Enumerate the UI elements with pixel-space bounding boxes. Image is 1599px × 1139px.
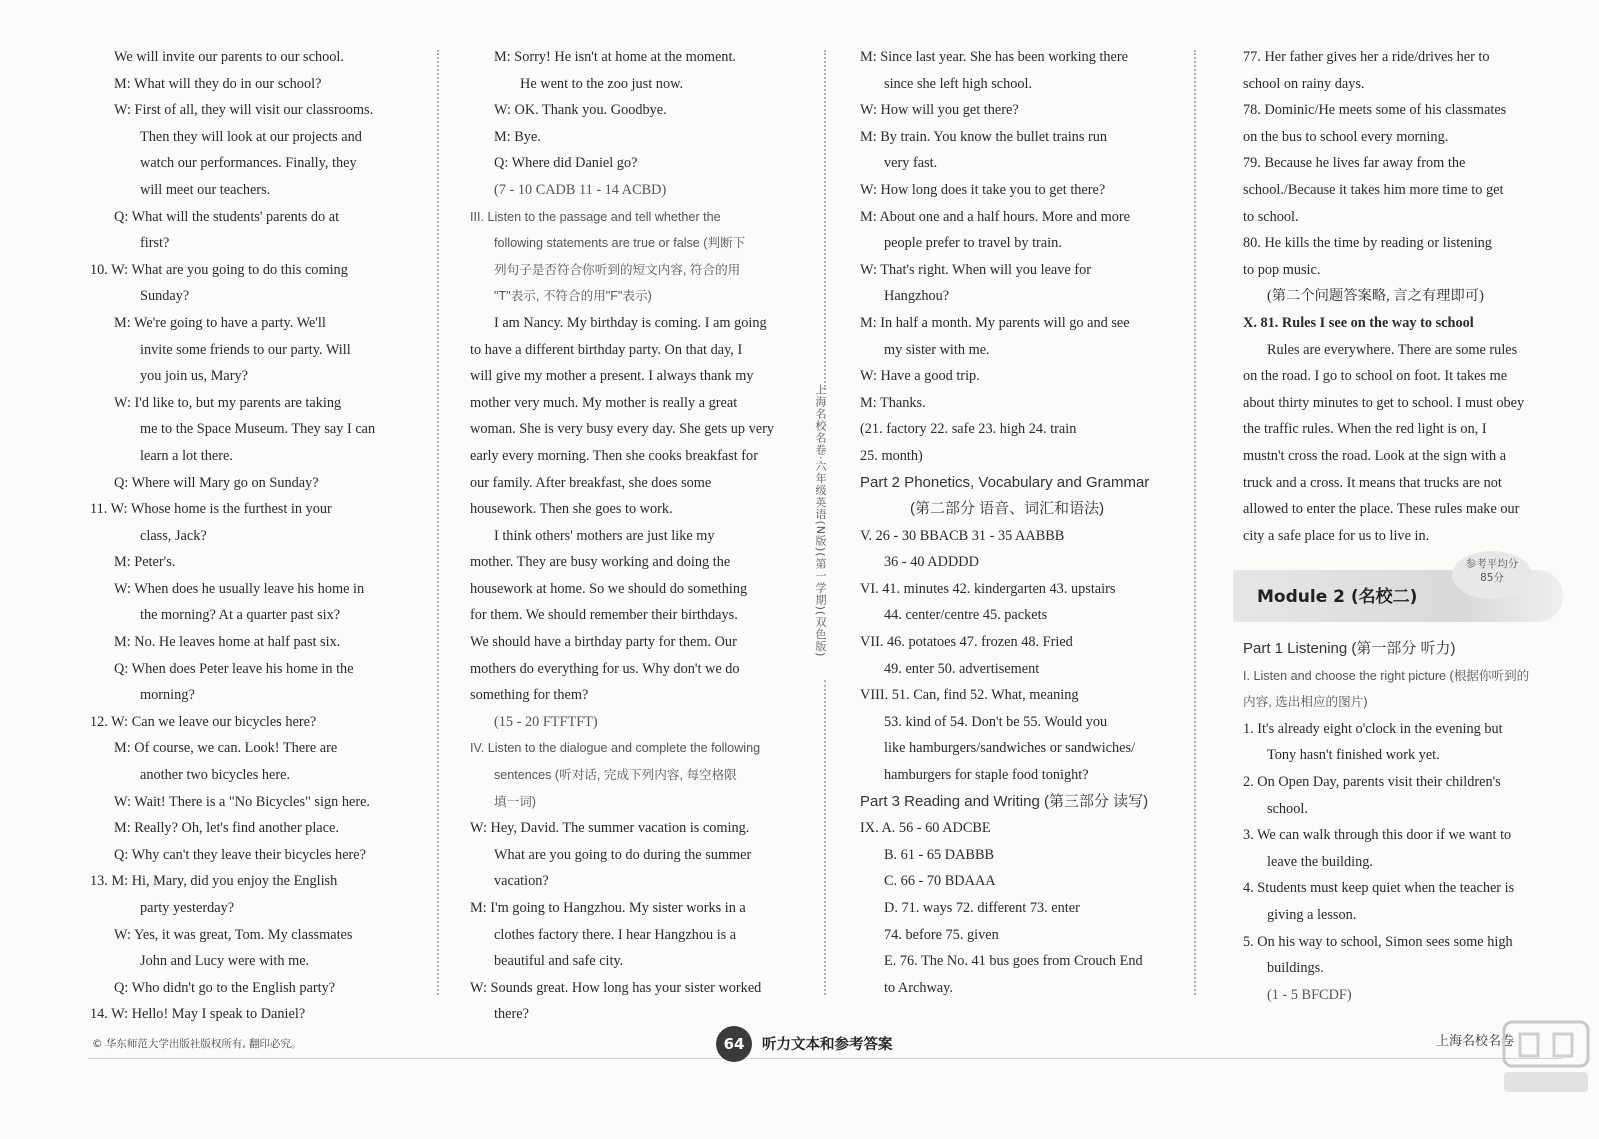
text-line: We will invite our parents to our school. xyxy=(114,49,344,65)
text-line: John and Lucy were with me. xyxy=(140,953,310,970)
text-line: like hamburgers/sandwiches or sandwiches/ xyxy=(884,740,1136,757)
text-line: mothers do everything for us. Why don't we do xyxy=(470,660,740,677)
text-line: M: We're going to have a party. We'll xyxy=(114,314,326,331)
text-line: M: In half a month. My parents will go and see xyxy=(860,314,1130,331)
text-line: 5. On his way to school, Simon sees some high xyxy=(1243,933,1513,950)
text-line: (15 - 20 FTFTFT) xyxy=(494,713,598,730)
text-line: Q: Where did Daniel go? xyxy=(494,155,638,172)
text-line: about thirty minutes to get to school. I must obey xyxy=(1243,394,1525,411)
text-line: I. Listen and choose the right picture (根据你听到的 xyxy=(1243,668,1530,683)
text-line: early every morning. Then she cooks breakfast for xyxy=(470,447,758,464)
text-line: M: About one and a half hours. More and more xyxy=(860,208,1130,225)
text-line: school. xyxy=(1267,800,1308,817)
column-divider xyxy=(1194,50,1196,995)
text-line: 49. enter 50. advertisement xyxy=(884,660,1040,677)
text-line: vacation? xyxy=(494,873,549,890)
text-line: giving a lesson. xyxy=(1267,906,1357,923)
page-number: 64 xyxy=(716,1026,752,1062)
text-line: 79. Because he lives far away from the xyxy=(1243,155,1466,172)
text-line: I am Nancy. My birthday is coming. I am going xyxy=(494,314,767,331)
text-line: M: Thanks. xyxy=(860,394,926,411)
text-line: W: OK. Thank you. Goodbye. xyxy=(494,102,667,119)
column-4-bottom xyxy=(1243,636,1561,1008)
text-line: to pop music. xyxy=(1243,261,1321,278)
score-badge xyxy=(1452,551,1532,599)
text-line: (1 - 5 BFCDF) xyxy=(1267,986,1352,1003)
text-line: C. 66 - 70 BDAAA xyxy=(884,873,996,890)
copyright-notice: © 华东师范大学出版社版权所有, 翻印必究。 xyxy=(92,1038,302,1050)
page-section-title: 听力文本和参考答案 xyxy=(762,1037,893,1053)
text-line: W: Yes, it was great, Tom. My classmates xyxy=(114,926,353,943)
text-line: B. 61 - 65 DABBB xyxy=(884,846,995,863)
text-line: Tony hasn't finished work yet. xyxy=(1267,747,1440,764)
text-line: VII. 46. potatoes 47. frozen 48. Fried xyxy=(860,634,1073,651)
text-line: learn a lot there. xyxy=(140,447,233,464)
text-line: M: By train. You know the bullet trains run xyxy=(860,128,1108,145)
text-line: M: Bye. xyxy=(494,128,541,145)
text-line: Q: Where will Mary go on Sunday? xyxy=(114,474,319,491)
text-line: W: Have a good trip. xyxy=(860,368,980,385)
column-3 xyxy=(860,44,1178,1001)
book-series-name: 上海名校名卷 xyxy=(1436,1034,1515,1049)
text-line: 列句子是否符合你听到的短文内容, 符合的用 xyxy=(494,262,741,277)
text-line: hamburgers for staple food tonight? xyxy=(884,767,1089,784)
text-line: truck and a cross. It means that trucks are not xyxy=(1243,474,1502,491)
text-line: M: No. He leaves home at half past six. xyxy=(114,634,341,651)
text-line: housework. Then she goes to work. xyxy=(470,501,673,518)
text-line: 36 - 40 ADDDD xyxy=(884,554,979,571)
text-line: Sunday? xyxy=(140,288,190,305)
text-line: X. 81. Rules I see on the way to school xyxy=(1243,314,1474,331)
text-line: W: Sounds great. How long has your sister worked xyxy=(470,979,762,996)
text-line: leave the building. xyxy=(1267,853,1374,870)
text-line: VIII. 51. Can, find 52. What, meaning xyxy=(860,687,1079,704)
text-line: Rules are everywhere. There are some rules xyxy=(1267,341,1518,358)
text-line: W: Wait! There is a "No Bicycles" sign here. xyxy=(114,793,371,810)
text-line: beautiful and safe city. xyxy=(494,953,624,970)
text-line: 44. center/centre 45. packets xyxy=(884,607,1048,624)
text-line: to school. xyxy=(1243,208,1299,225)
text-line: W: Hey, David. The summer vacation is coming. xyxy=(470,820,750,837)
text-line: 53. kind of 54. Don't be 55. Would you xyxy=(884,713,1108,730)
text-line: housework at home. So we should do something xyxy=(470,580,748,597)
score-label: 参考平均分 xyxy=(1465,558,1519,570)
text-line: there? xyxy=(494,1006,529,1023)
text-line: allowed to enter the place. These rules make our xyxy=(1243,501,1520,518)
text-line: He went to the zoo just now. xyxy=(520,75,684,92)
text-line: invite some friends to our party. Will xyxy=(140,341,351,358)
text-line: VI. 41. minutes 42. kindergarten 43. upstairs xyxy=(860,580,1116,597)
text-line: What are you going to do during the summer xyxy=(494,846,752,863)
text-line: first? xyxy=(140,235,170,252)
column-divider xyxy=(437,50,439,995)
text-line: party yesterday? xyxy=(140,900,235,916)
text-line: (第二部分 语音、词汇和语法) xyxy=(910,500,1105,518)
text-line: 78. Dominic/He meets some of his classmates xyxy=(1243,102,1507,119)
text-line: IX. A. 56 - 60 ADCBE xyxy=(860,820,991,837)
column-2 xyxy=(470,44,788,1028)
side-running-title: 上海名校名卷·六年级英语(N版)(第一学期)(双色版) xyxy=(814,384,827,658)
text-line: on the bus to school every morning. xyxy=(1243,128,1449,145)
text-line: following statements are true or false (判断下 xyxy=(494,236,746,251)
text-line: Q: What will the students' parents do at xyxy=(114,208,340,225)
text-line: E. 76. The No. 41 bus goes from Crouch End xyxy=(884,953,1143,970)
text-line: 3. We can walk through this door if we want to xyxy=(1243,827,1512,844)
text-line: watch our performances. Finally, they xyxy=(140,155,357,172)
text-line: the traffic rules. When the red light is on, I xyxy=(1243,421,1487,438)
text-line: my sister with me. xyxy=(884,341,990,358)
text-line: (7 - 10 CADB 11 - 14 ACBD) xyxy=(494,181,667,198)
text-line: Part 3 Reading and Writing (第三部分 读写) xyxy=(860,792,1149,810)
text-line: (21. factory 22. safe 23. high 24. train xyxy=(860,421,1077,438)
text-line: for them. We should remember their birthdays. xyxy=(470,607,738,624)
text-line: "T"表示, 不符合的用"F"表示) xyxy=(494,289,652,304)
text-line: 12. W: Can we leave our bicycles here? xyxy=(90,713,317,730)
text-line: very fast. xyxy=(884,155,938,172)
text-line: will give my mother a present. I always thank my xyxy=(470,368,754,385)
text-line: me to the Space Museum. They say I can xyxy=(140,421,376,438)
text-line: school on rainy days. xyxy=(1243,75,1365,92)
watermark-logo-icon xyxy=(1498,1018,1594,1098)
text-line: M: Really? Oh, let's find another place. xyxy=(114,820,339,837)
text-line: Hangzhou? xyxy=(884,288,950,305)
text-line: 填一词) xyxy=(494,794,536,809)
text-line: W: When does he usually leave his home in xyxy=(114,580,365,597)
text-line: M: Peter's. xyxy=(114,554,176,571)
text-line: W: How long does it take you to get there? xyxy=(860,181,1106,198)
text-line: clothes factory there. I hear Hangzhou is a xyxy=(494,926,737,943)
text-line: on the road. I go to school on foot. It takes me xyxy=(1243,368,1508,385)
text-line: Part 1 Listening (第一部分 听力) xyxy=(1243,640,1456,657)
text-line: 11. W: Whose home is the furthest in your xyxy=(90,501,332,518)
column-1 xyxy=(90,44,408,1028)
text-line: 内容, 选出相应的图片) xyxy=(1243,695,1368,710)
text-line: Q: Why can't they leave their bicycles here? xyxy=(114,846,366,863)
text-line: people prefer to travel by train. xyxy=(884,235,1062,252)
text-line: 74. before 75. given xyxy=(884,926,999,943)
text-line: 4. Students must keep quiet when the teacher is xyxy=(1243,880,1515,897)
column-divider xyxy=(824,680,826,995)
text-line: city a safe place for us to live in. xyxy=(1243,527,1430,544)
text-line: 10. W: What are you going to do this coming xyxy=(90,261,348,278)
text-line: M: Of course, we can. Look! There are xyxy=(114,740,338,757)
text-line: W: That's right. When will you leave for xyxy=(860,261,1092,278)
text-line: another two bicycles here. xyxy=(140,767,291,784)
text-line: M: Sorry! He isn't at home at the moment. xyxy=(494,49,737,65)
text-line: mother very much. My mother is really a great xyxy=(470,394,738,411)
text-line: M: Since last year. She has been working there xyxy=(860,49,1128,65)
text-line: M: What will they do in our school? xyxy=(114,75,322,92)
text-line: Then they will look at our projects and xyxy=(140,128,362,145)
text-line: IV. Listen to the dialogue and complete the following xyxy=(470,741,761,756)
text-line: 14. W: Hello! May I speak to Daniel? xyxy=(90,1006,306,1023)
footer-rule xyxy=(88,1058,1563,1059)
text-line: the morning? At a quarter past six? xyxy=(140,607,341,624)
text-line: III. Listen to the passage and tell whether the xyxy=(470,209,721,224)
text-line: Q: Who didn't go to the English party? xyxy=(114,979,336,996)
text-line: 80. He kills the time by reading or listening xyxy=(1243,235,1492,252)
text-line: 25. month) xyxy=(860,447,923,464)
text-line: mustn't cross the road. Look at the sign with a xyxy=(1243,447,1507,464)
text-line: W: First of all, they will visit our classrooms. xyxy=(114,102,374,119)
column-4-top xyxy=(1243,44,1561,549)
text-line: Q: When does Peter leave his home in the xyxy=(114,660,354,677)
module-title: Module 2 (名校二) xyxy=(1257,587,1418,607)
text-line: 13. M: Hi, Mary, did you enjoy the English xyxy=(90,873,338,890)
text-line: our family. After breakfast, she does some xyxy=(470,474,712,491)
score-value: 85分 xyxy=(1480,572,1504,584)
text-line: since she left high school. xyxy=(884,75,1033,92)
text-line: (第二个问题答案略, 言之有理即可) xyxy=(1267,288,1484,305)
text-line: W: How will you get there? xyxy=(860,102,1019,119)
text-line: class, Jack? xyxy=(140,527,207,544)
text-line: 2. On Open Day, parents visit their children's xyxy=(1243,773,1501,790)
text-line: something for them? xyxy=(470,687,589,704)
text-line: Part 2 Phonetics, Vocabulary and Grammar xyxy=(860,473,1150,491)
text-line: woman. She is very busy every day. She gets up very xyxy=(470,421,775,438)
text-line: W: I'd like to, but my parents are taking xyxy=(114,394,342,411)
text-line: 77. Her father gives her a ride/drives her to xyxy=(1243,49,1490,65)
text-line: buildings. xyxy=(1267,960,1324,977)
text-line: you join us, Mary? xyxy=(140,368,249,385)
text-line: mother. They are busy working and doing the xyxy=(470,554,731,571)
text-line: M: I'm going to Hangzhou. My sister works in a xyxy=(470,900,746,916)
text-line: morning? xyxy=(140,687,195,704)
text-line: D. 71. ways 72. different 73. enter xyxy=(884,900,1080,916)
text-line: We should have a birthday party for them. Our xyxy=(470,634,737,651)
text-line: to have a different birthday party. On that day, I xyxy=(470,341,743,358)
text-line: V. 26 - 30 BBACB 31 - 35 AABBB xyxy=(860,527,1065,544)
text-line: will meet our teachers. xyxy=(140,181,271,198)
text-line: sentences (听对话, 完成下列内容, 每空格限 xyxy=(494,768,737,783)
column-divider xyxy=(824,50,826,390)
text-line: school./Because it takes him more time to get xyxy=(1243,181,1504,198)
text-line: 1. It's already eight o'clock in the evening but xyxy=(1243,720,1503,737)
text-line: I think others' mothers are just like my xyxy=(494,527,715,544)
text-line: to Archway. xyxy=(884,979,953,996)
